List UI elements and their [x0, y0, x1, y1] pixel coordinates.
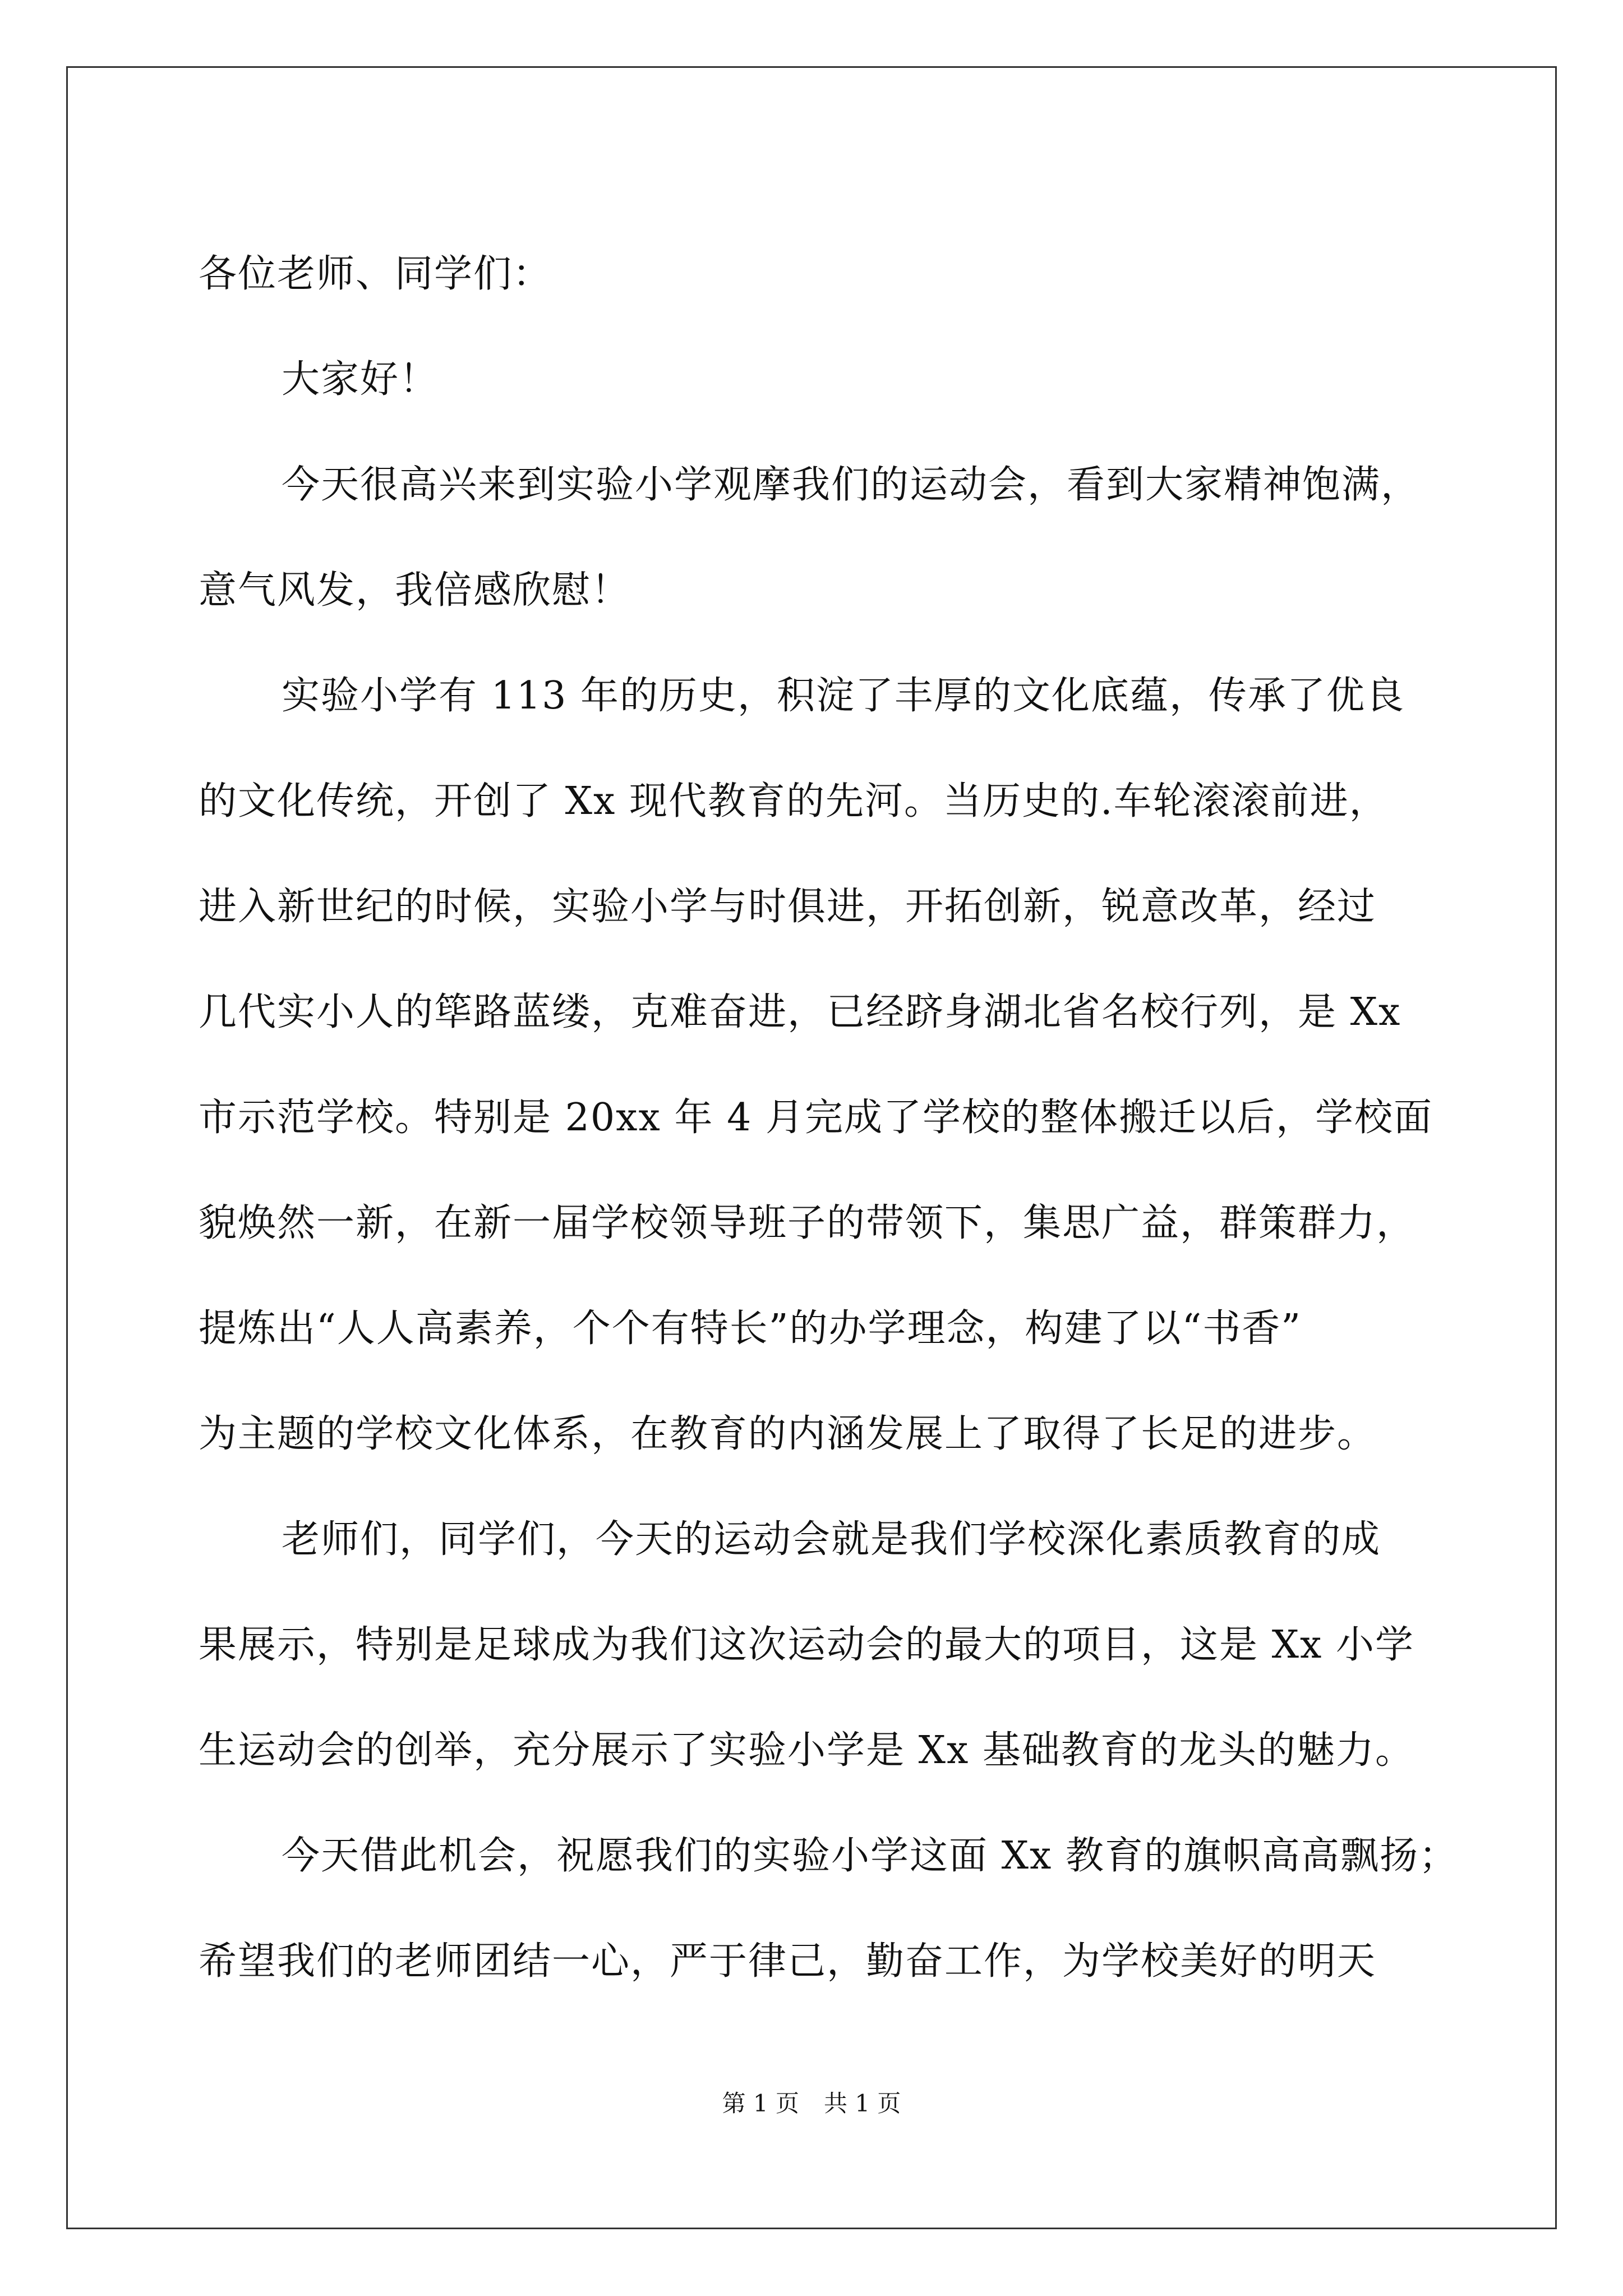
text-line: 提炼出“人人高素养，个个有特长”的办学理念，构建了以“书香”: [199, 1306, 1302, 1351]
text-line: 生运动会的创举，充分展示了实验小学是 Xx 基础教育的龙头的魅力。: [199, 1728, 1414, 1773]
text-line: 为主题的学校文化体系，在教育的内涵发展上了取得了长足的进步。: [199, 1412, 1377, 1456]
text-line: 意气风发，我倍感欣慰！: [199, 568, 631, 613]
text-line: 今天很高兴来到实验小学观摩我们的运动会，看到大家精神饱满，: [282, 463, 1421, 507]
text-line: 几代实小人的筚路蓝缕，克难奋进，已经跻身湖北省名校行列，是 Xx: [199, 990, 1401, 1034]
text-line: 老师们，同学们，今天的运动会就是我们学校深化素质教育的成: [282, 1517, 1381, 1562]
text-line: 进入新世纪的时候，实验小学与时俱进，开拓创新，锐意改革，经过: [199, 885, 1377, 929]
text-line: 的文化传统，开创了 Xx 现代教育的先河。当历史的.车轮滚滚前进，: [199, 779, 1389, 823]
text-line: 貌焕然一新，在新一届学校领导班子的带领下，集思广益，群策群力，: [199, 1201, 1416, 1245]
text-line: 希望我们的老师团结一心，严于律己，勤奋工作，为学校美好的明天: [199, 1939, 1377, 1984]
text-line: 果展示，特别是足球成为我们这次运动会的最大的项目，这是 Xx 小学: [199, 1623, 1414, 1667]
page-number: 第 1 页: [722, 2090, 799, 2117]
text-line: 今天借此机会，祝愿我们的实验小学这面 Xx 教育的旗帜高高飘扬；: [282, 1834, 1458, 1878]
text-line: 市示范学校。特别是 20xx 年 4 月完成了学校的整体搬迁以后，学校面: [199, 1096, 1433, 1140]
page-footer: [0, 2087, 1623, 2120]
text-line: 大家好！: [282, 357, 439, 402]
document-body: [199, 222, 1458, 2014]
page-total: 共 1 页: [824, 2090, 901, 2117]
text-line: 实验小学有 113 年的历史，积淀了丰厚的文化底蕴，传承了优良: [282, 674, 1405, 718]
text-line: 各位老师、同学们：: [199, 252, 552, 296]
